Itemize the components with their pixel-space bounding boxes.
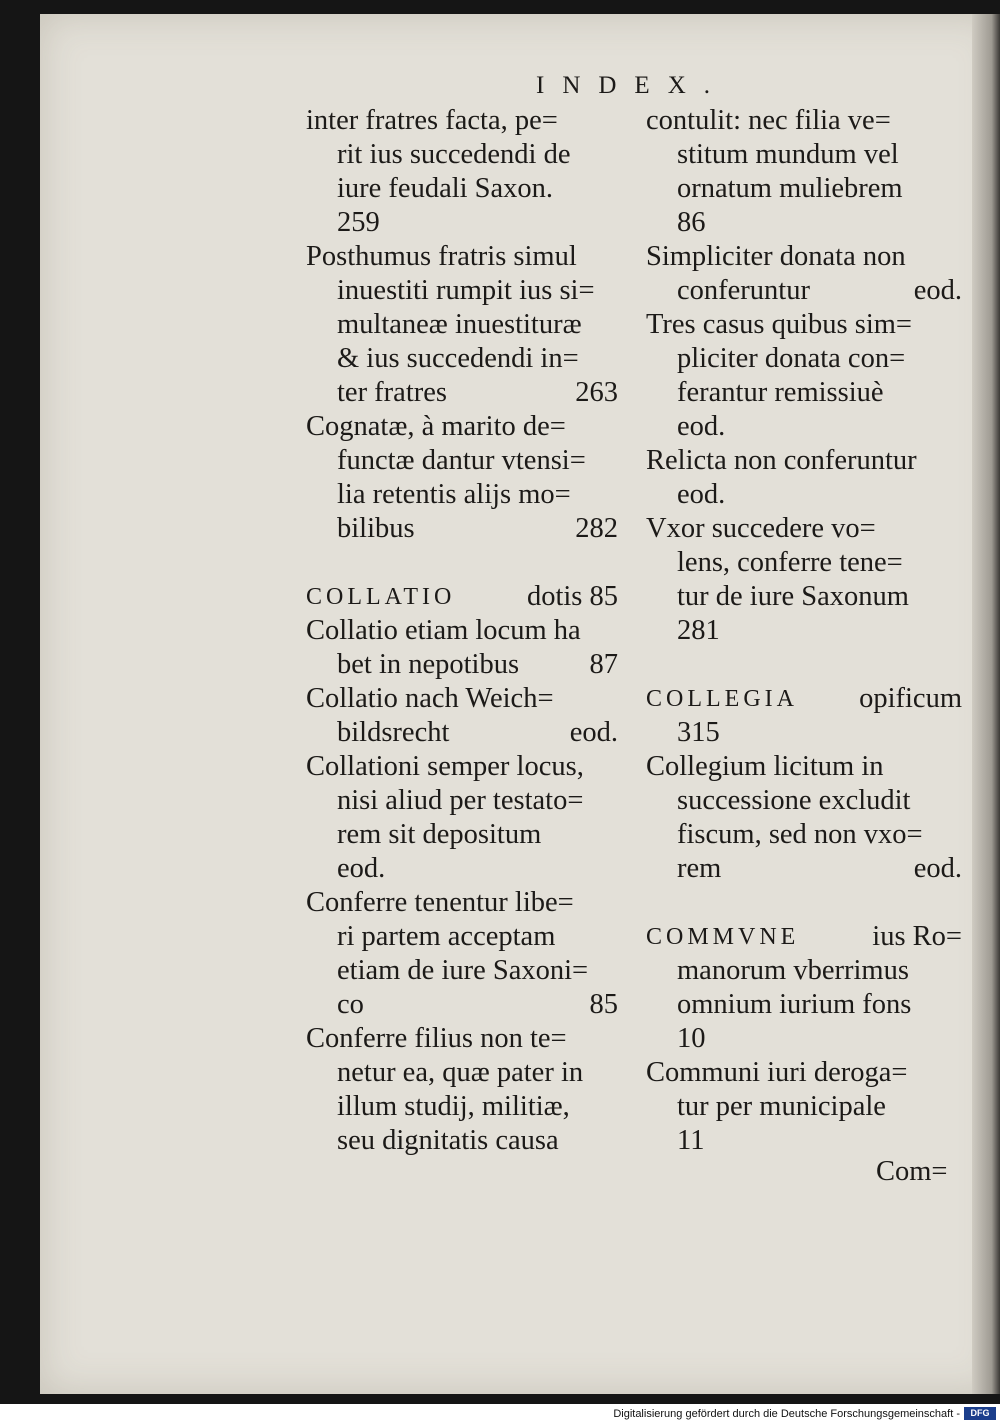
index-entry bbox=[646, 104, 962, 240]
index-line: etiam de iure Saxoni= bbox=[337, 955, 589, 986]
line-reference: 282 bbox=[575, 513, 618, 544]
index-line: functæ dantur vtensi= bbox=[337, 445, 586, 476]
index-line: Tres casus quibus sim= bbox=[646, 309, 913, 340]
index-line: Vxor succedere vo= bbox=[646, 513, 876, 544]
index-line: illum studij, militiæ, bbox=[337, 1091, 570, 1122]
index-column-left bbox=[306, 104, 618, 1158]
index-entry bbox=[306, 614, 618, 682]
index-line bbox=[646, 682, 962, 716]
index-line bbox=[677, 852, 962, 886]
page-edge bbox=[972, 14, 1000, 1394]
line-reference: 87 bbox=[589, 649, 618, 680]
index-entry bbox=[306, 682, 618, 750]
entry-gap bbox=[646, 648, 962, 682]
index-line: Communi iuri deroga= bbox=[646, 1057, 908, 1088]
digitization-footer bbox=[0, 1404, 1000, 1424]
index-line: ornatum muliebrem bbox=[677, 173, 903, 204]
index-entry bbox=[646, 750, 962, 886]
line-text: rem bbox=[677, 853, 722, 884]
index-line: Collegium licitum in bbox=[646, 751, 884, 782]
index-line: stitum mundum vel bbox=[677, 139, 899, 170]
index-line: 86 bbox=[677, 207, 706, 238]
index-line: Collatio etiam locum ha bbox=[306, 615, 581, 646]
index-line: iure feudali Saxon. bbox=[337, 173, 554, 204]
index-line bbox=[337, 512, 618, 546]
index-line: tur de iure Saxonum bbox=[677, 581, 909, 612]
index-entry bbox=[646, 682, 962, 750]
index-line: seu dignitatis causa bbox=[337, 1125, 559, 1156]
index-line: contulit: nec filia ve= bbox=[646, 105, 891, 136]
index-line: Relicta non conferuntur bbox=[646, 445, 917, 476]
index-line: inuestiti rumpit ius si= bbox=[337, 275, 595, 306]
index-line: lia retentis alijs mo= bbox=[337, 479, 571, 510]
entry-gap bbox=[646, 886, 962, 920]
index-line: lens, conferre tene= bbox=[677, 547, 903, 578]
index-line: ri partem acceptam bbox=[337, 921, 556, 952]
index-entry bbox=[306, 750, 618, 886]
line-text: conferuntur bbox=[677, 275, 810, 306]
index-line: 10 bbox=[677, 1023, 706, 1054]
index-entry bbox=[646, 1056, 962, 1158]
index-line: & ius succedendi in= bbox=[337, 343, 579, 374]
line-reference: opificum bbox=[859, 683, 962, 714]
line-reference: eod. bbox=[569, 717, 618, 748]
dfg-logo: DFG bbox=[964, 1407, 996, 1420]
index-line: 315 bbox=[677, 717, 720, 748]
index-line: fiscum, sed non vxo= bbox=[677, 819, 923, 850]
index-line: eod. bbox=[337, 853, 386, 884]
index-line: Conferre filius non te= bbox=[306, 1023, 567, 1054]
line-text: ter fratres bbox=[337, 377, 447, 408]
index-line: 259 bbox=[337, 207, 380, 238]
index-line: nisi aliud per testato= bbox=[337, 785, 584, 816]
index-line: Cognatæ, à marito de= bbox=[306, 411, 566, 442]
line-reference: ius Ro= bbox=[872, 921, 962, 952]
footer-credit: Digitalisierung gefördert durch die Deutsche Forschungsgemeinschaft - bbox=[613, 1408, 960, 1420]
index-line: Collationi semper locus, bbox=[306, 751, 584, 782]
line-text: bildsrecht bbox=[337, 717, 450, 748]
line-reference: 263 bbox=[575, 377, 618, 408]
line-text: bilibus bbox=[337, 513, 415, 544]
index-entry bbox=[646, 444, 962, 512]
line-text: COLLEGIA bbox=[646, 686, 798, 712]
index-line: rem sit depositum bbox=[337, 819, 542, 850]
index-line: Simpliciter donata non bbox=[646, 241, 906, 272]
index-entry bbox=[306, 886, 618, 1022]
index-line bbox=[337, 716, 618, 750]
line-text: COLLATIO bbox=[306, 584, 456, 610]
index-line: eod. bbox=[677, 479, 726, 510]
index-line: tur per municipale bbox=[677, 1091, 886, 1122]
index-entry bbox=[306, 580, 618, 614]
index-line bbox=[646, 920, 962, 954]
index-entry bbox=[646, 512, 962, 648]
index-entry bbox=[646, 920, 962, 1056]
index-line: Conferre tenentur libe= bbox=[306, 887, 574, 918]
line-text: co bbox=[337, 989, 364, 1020]
index-entry bbox=[306, 104, 618, 240]
index-line: successione excludit bbox=[677, 785, 911, 816]
index-line: Posthumus fratris simul bbox=[306, 241, 577, 272]
line-text: COMMVNE bbox=[646, 924, 800, 950]
index-line bbox=[677, 274, 962, 308]
index-line bbox=[337, 376, 618, 410]
index-line bbox=[337, 648, 618, 682]
index-column-right bbox=[646, 104, 962, 1158]
index-line bbox=[337, 988, 618, 1022]
index-line: pliciter donata con= bbox=[677, 343, 906, 374]
index-line: 11 bbox=[677, 1125, 705, 1156]
line-reference: 85 bbox=[589, 989, 618, 1020]
entry-gap bbox=[306, 546, 618, 580]
index-entry bbox=[306, 240, 618, 410]
index-line: omnium iurium fons bbox=[677, 989, 912, 1020]
index-line: 281 bbox=[677, 615, 720, 646]
index-entry bbox=[306, 410, 618, 546]
running-head: INDEX. bbox=[536, 72, 729, 99]
index-entry bbox=[646, 240, 962, 308]
line-text: bet in nepotibus bbox=[337, 649, 520, 680]
line-reference: eod. bbox=[913, 853, 962, 884]
index-line: manorum vberrimus bbox=[677, 955, 909, 986]
index-line: inter fratres facta, pe= bbox=[306, 105, 558, 136]
index-line: Collatio nach Weich= bbox=[306, 683, 554, 714]
index-line bbox=[306, 580, 618, 614]
catchword: Com= bbox=[876, 1156, 948, 1187]
index-entry bbox=[646, 308, 962, 444]
index-line: multaneæ inuestituræ bbox=[337, 309, 582, 340]
index-line: netur ea, quæ pater in bbox=[337, 1057, 584, 1088]
line-reference: eod. bbox=[913, 275, 962, 306]
index-entry bbox=[306, 1022, 618, 1158]
line-reference: dotis 85 bbox=[526, 581, 618, 612]
index-line: eod. bbox=[677, 411, 726, 442]
index-line: ferantur remissiuè bbox=[677, 377, 884, 408]
index-line: rit ius succedendi de bbox=[337, 139, 571, 170]
